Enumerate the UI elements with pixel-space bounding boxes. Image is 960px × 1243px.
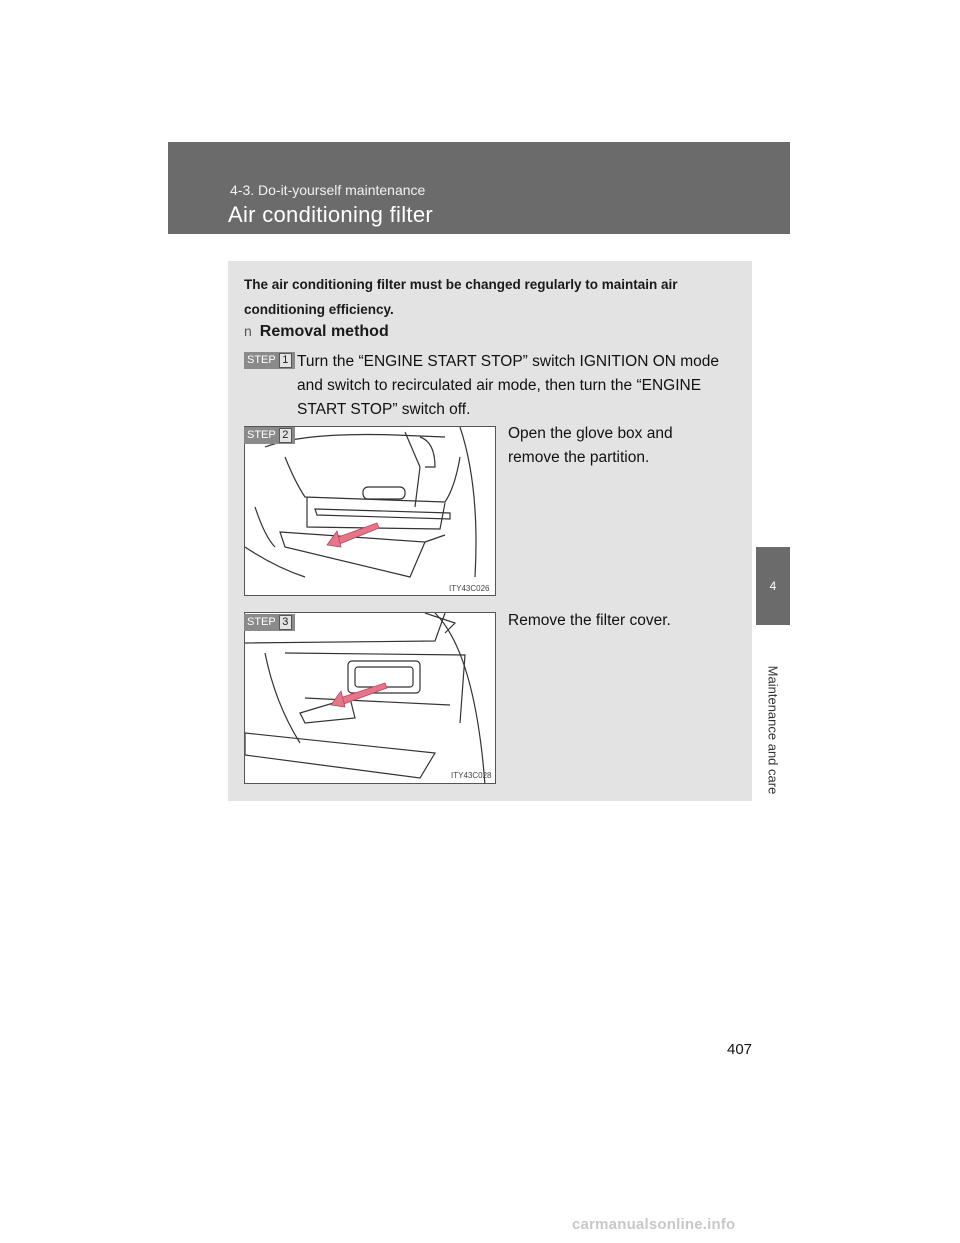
page-title: Air conditioning filter xyxy=(228,202,433,227)
step-2-illustration xyxy=(244,426,496,596)
step-badge-2 xyxy=(244,427,295,444)
step-3-illustration xyxy=(244,612,496,784)
watermark-text: carmanualsonline.info xyxy=(572,1216,736,1233)
step-1-text: Turn the “ENGINE START STOP” switch IGNITION ON mode and switch to recirculated air mode, then turn the “ENGINE START STOP” switch off. xyxy=(297,353,720,418)
bullet-marker: n xyxy=(244,323,252,339)
illustration-code: ITY43C026 xyxy=(449,584,490,593)
step-badge-number: 1 xyxy=(279,353,292,368)
step-badge-3 xyxy=(244,614,295,631)
step-badge-number: 2 xyxy=(279,428,292,443)
chapter-header xyxy=(168,142,790,234)
section-label: 4-3. Do-it-yourself maintenance xyxy=(230,182,426,198)
glove-box-open-drawing xyxy=(245,427,496,596)
intro-text: The air conditioning filter must be changed regularly to maintain air conditioning efficiency. xyxy=(244,277,678,317)
step-3-text: Remove the filter cover. xyxy=(508,612,671,629)
filter-cover-drawing xyxy=(245,613,496,784)
step-badge-number: 3 xyxy=(279,615,292,630)
step-badge-label: STEP xyxy=(247,616,276,628)
illustration-code: ITY43C028 xyxy=(451,771,492,780)
method-title: Removal method xyxy=(259,323,389,340)
step-badge-label: STEP xyxy=(247,354,276,366)
chapter-side-label-text: Maintenance and care xyxy=(765,665,781,795)
step-badge-1 xyxy=(244,352,295,369)
method-heading xyxy=(244,323,389,341)
step-2-text: Open the glove box and remove the partition. xyxy=(508,425,673,466)
page-number: 407 xyxy=(727,1041,753,1058)
chapter-tab[interactable]: 4 xyxy=(756,547,790,625)
step-badge-label: STEP xyxy=(247,429,276,441)
